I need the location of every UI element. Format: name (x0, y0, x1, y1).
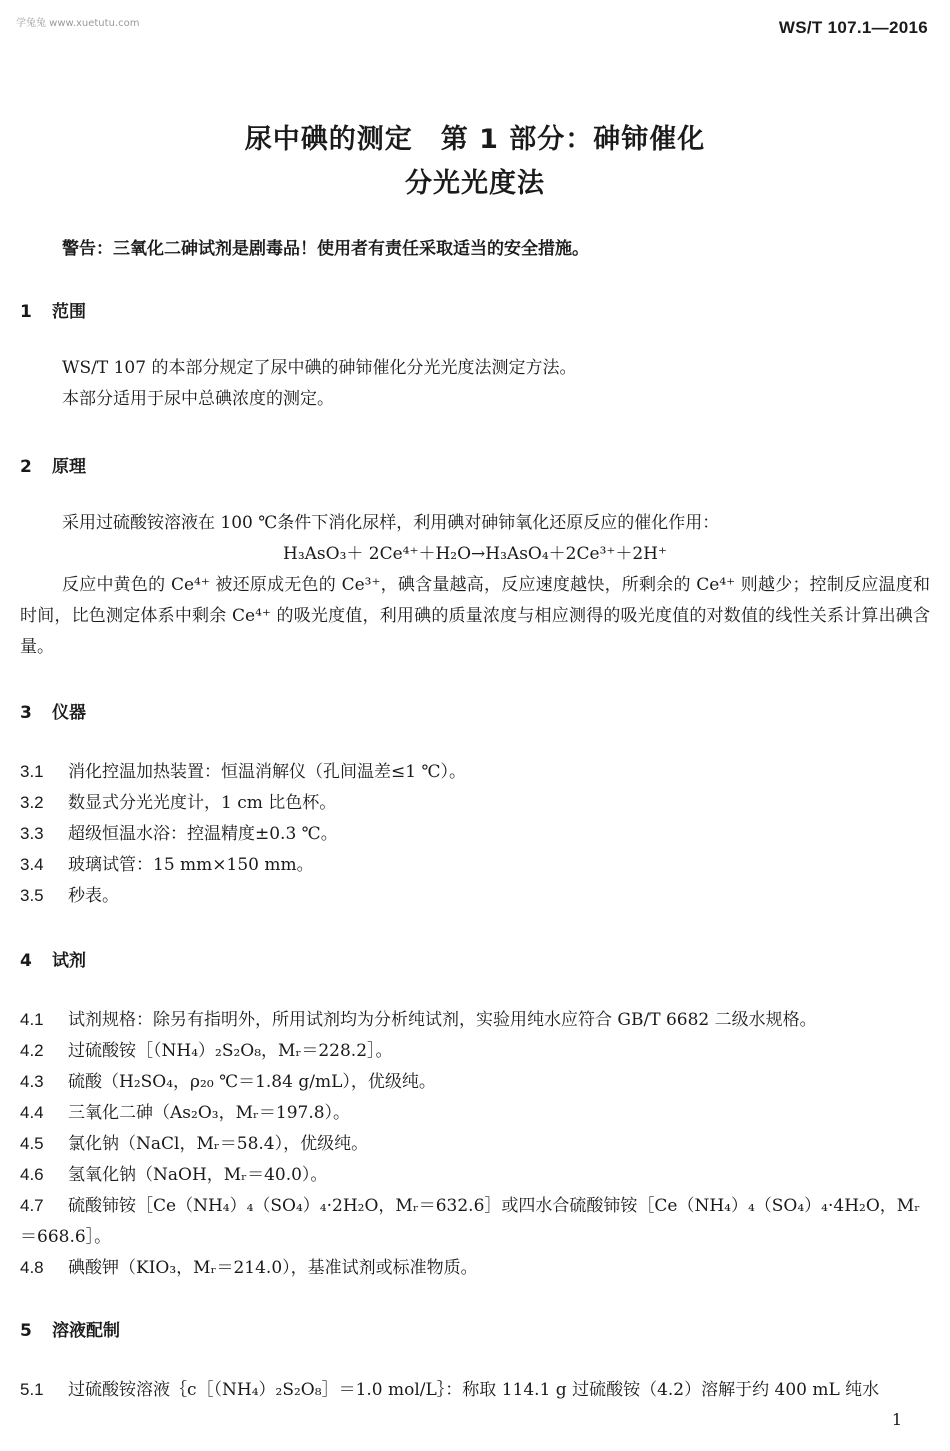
section-heading-solutions (20, 1316, 120, 1341)
item-number: 4.8 (20, 1258, 44, 1277)
item-text: 过硫酸铵［（NH₄）₂S₂O₈，Mᵣ＝228.2］。 (68, 1041, 393, 1061)
section-heading-reagents (20, 946, 86, 971)
paragraph: 反应中黄色的 Ce⁴⁺ 被还原成无色的 Ce³⁺，碘含量越高，反应速度越快，所剩余的 Ce⁴⁺ 则越少；控制反应温度和时间，比色测定体系中剩余 Ce⁴⁺ 的吸光度值，利用碘的质量浓度与相应测得的吸光度值的对数值的线性关系计算出碘含量。 (20, 575, 930, 657)
paragraph: WS/T 107 的本部分规定了尿中碘的砷铈催化分光光度法测定方法。 (62, 358, 577, 378)
item-text: 秒表。 (68, 886, 119, 906)
section-heading-apparatus (20, 698, 86, 723)
watermark-text: 学兔兔 www.xuetutu.com (16, 18, 140, 29)
list-item (20, 1159, 932, 1191)
item-number: 3.4 (20, 855, 44, 874)
section-number: 5 (20, 1321, 32, 1341)
item-number: 4.4 (20, 1103, 44, 1122)
list-item (20, 1128, 932, 1160)
paragraph: 本部分适用于尿中总碘浓度的测定。 (62, 389, 334, 409)
item-text: 硫酸铈铵［Ce（NH₄）₄（SO₄）₄·2H₂O，Mᵣ＝632.6］或四水合硫酸铈铵［Ce（NH₄）₄（SO₄）₄·4H₂O，Mᵣ＝668.6］。 (20, 1196, 921, 1247)
list-item (20, 787, 932, 819)
list-item (20, 880, 932, 912)
item-text: 硫酸（H₂SO₄，ρ₂₀ ℃＝1.84 g/mL），优级纯。 (68, 1072, 436, 1092)
item-text: 试剂规格：除另有指明外，所用试剂均为分析纯试剂，实验用纯水应符合 GB/T 6682 二级水规格。 (68, 1010, 817, 1030)
item-number: 3.5 (20, 886, 44, 905)
item-text: 超级恒温水浴：控温精度±0.3 ℃。 (68, 824, 338, 844)
paragraph: 采用过硫酸铵溶液在 100 ℃条件下消化尿样，利用碘对砷铈氧化还原反应的催化作用： (62, 513, 720, 533)
list-item (20, 756, 932, 788)
section-number: 4 (20, 951, 32, 971)
item-number: 4.5 (20, 1134, 44, 1153)
section-title: 原理 (52, 457, 86, 477)
item-text: 三氧化二砷（As₂O₃，Mᵣ＝197.8）。 (68, 1103, 351, 1123)
section-number: 2 (20, 457, 32, 477)
list-item (20, 1097, 932, 1129)
list-item (20, 818, 932, 850)
section-number: 1 (20, 302, 32, 322)
item-number: 3.2 (20, 793, 44, 812)
section-number: 3 (20, 703, 32, 723)
item-text: 氢氧化钠（NaOH，Mᵣ＝40.0）。 (68, 1165, 328, 1185)
list-item (20, 1066, 932, 1098)
safety-warning: 警告：三氧化二砷试剂是剧毒品！使用者有责任采取适当的安全措施。 (62, 239, 589, 259)
section-title: 溶液配制 (52, 1321, 120, 1341)
document-title-line2: 分光光度法 (405, 168, 545, 199)
section-title: 试剂 (52, 951, 86, 971)
item-number: 4.3 (20, 1072, 44, 1091)
section-body-principle (20, 508, 930, 663)
item-text: 氯化钠（NaCl，Mᵣ＝58.4），优级纯。 (68, 1134, 369, 1154)
standard-code: WS/T 107.1—2016 (778, 18, 928, 37)
item-number: 4.1 (20, 1010, 44, 1029)
item-number: 3.3 (20, 824, 44, 843)
item-number: 3.1 (20, 762, 44, 781)
document-title-line1: 尿中碘的测定 第 1 部分：砷铈催化 (244, 124, 706, 155)
page-number: 1 (891, 1410, 902, 1429)
section-body-scope (20, 353, 930, 415)
reaction-equation: H₃AsO₃＋ 2Ce⁴⁺＋H₂O→H₃AsO₄＋2Ce³⁺＋2H⁺ (283, 544, 667, 564)
section-heading-principle (20, 452, 86, 477)
list-item (20, 1004, 932, 1036)
item-number: 4.7 (20, 1196, 44, 1215)
list-item (20, 1035, 932, 1067)
item-text: 过硫酸铵溶液｛c［（NH₄）₂S₂O₈］＝1.0 mol/L｝：称取 114.1 g 过硫酸铵（4.2）溶解于约 400 mL 纯水 (68, 1380, 880, 1400)
item-text: 数显式分光光度计，1 cm 比色杯。 (68, 793, 337, 813)
list-item (20, 849, 932, 881)
section-title: 范围 (52, 302, 86, 322)
section-heading-scope (20, 297, 86, 322)
list-item (20, 1190, 932, 1253)
section-title: 仪器 (52, 703, 86, 723)
item-text: 玻璃试管：15 mm×150 mm。 (68, 855, 314, 875)
item-number: 5.1 (20, 1380, 44, 1399)
list-item (20, 1374, 932, 1406)
list-item (20, 1252, 932, 1284)
item-text: 碘酸钾（KIO₃，Mᵣ＝214.0），基准试剂或标准物质。 (68, 1258, 478, 1278)
item-number: 4.6 (20, 1165, 44, 1184)
item-number: 4.2 (20, 1041, 44, 1060)
item-text: 消化控温加热装置：恒温消解仪（孔间温差≤1 ℃）。 (68, 762, 466, 782)
